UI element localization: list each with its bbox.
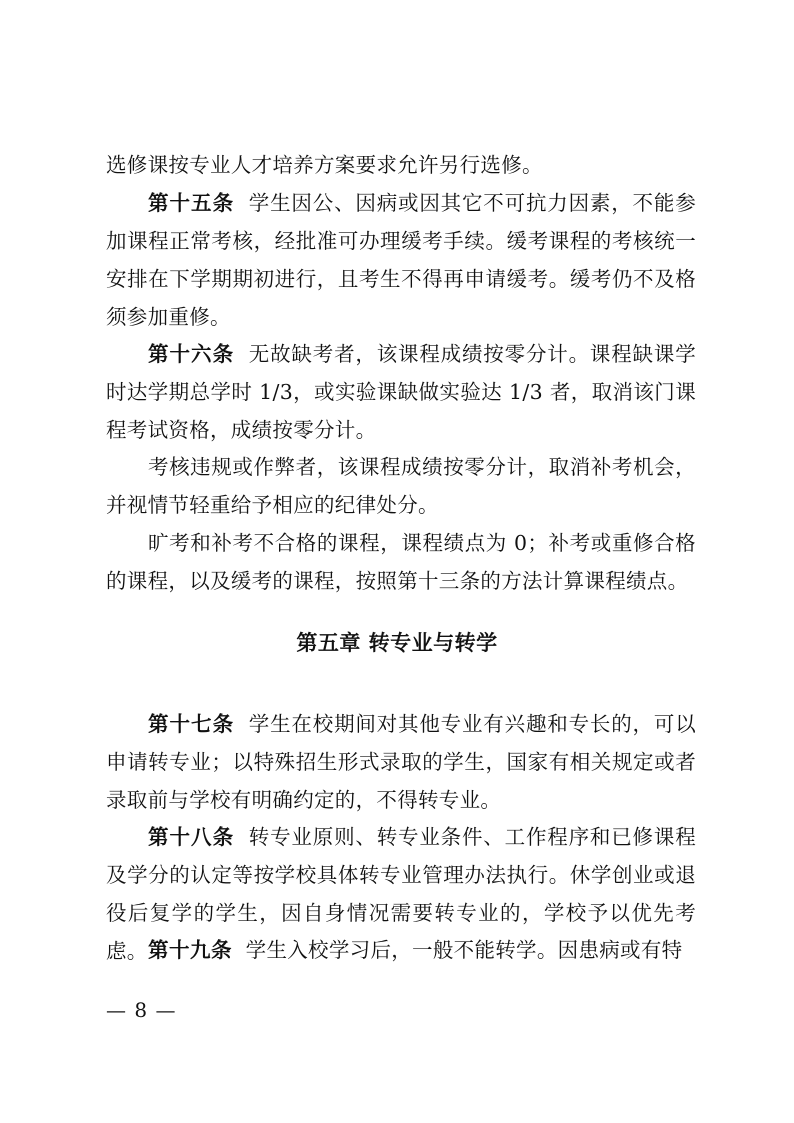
article-17-label: 第十七条 [148, 712, 235, 736]
article-19-text: 学生入校学习后，一般不能转学。因患病或有特 [245, 938, 683, 962]
article-19-label: 第十九条 [148, 938, 232, 962]
article-16-label: 第十六条 [148, 342, 235, 366]
article-17-text: 学生在校期间对其他专业有兴趣和专长的，可以申请转专业；以特殊招生形式录取的学生，国家有相关规定或者录取前与学校有明确约定的，不得转专业。 [106, 712, 697, 812]
article-19 [106, 931, 696, 969]
article-15-label: 第十五条 [148, 191, 235, 215]
paragraph-violation: 考核违规或作弊者，该课程成绩按零分计，取消补考机会，并视情节轻重给予相应的纪律处分。 [106, 455, 696, 517]
article-16-text: 无故缺考者，该课程成绩按零分计。课程缺课学时达学期总学时 1/3，或实验课缺做实验达 1/3 者，取消该门课程考试资格，成绩按零分计。 [106, 342, 697, 442]
article-17 [106, 705, 696, 819]
article-15 [106, 184, 696, 336]
article-16 [106, 335, 696, 449]
article-18-text: 转专业原则、转专业条件、工作程序和已修课程及学分的认定等按学校具体转专业管理办法执行。休学创业或退役后复学的学生，因自身情况需要转专业的，学校予以优先考虑。 [106, 825, 697, 963]
article-15-text: 学生因公、因病或因其它不可抗力因素，不能参加课程正常考核，经批准可办理缓考手续。缓考课程的考核统一安排在下学期期初进行，且考生不得再申请缓考。缓考仍不及格须参加重修。 [106, 191, 697, 329]
article-18-label: 第十八条 [148, 825, 235, 849]
chapter-title: 第五章 转专业与转学 [296, 631, 498, 655]
paragraph-continuation: 选修课按专业人才培养方案要求允许另行选修。 [106, 153, 543, 177]
paragraph-gradepoint: 旷考和补考不合格的课程，课程绩点为 0；补考或重修合格的课程，以及缓考的课程，按照第十三条的方法计算课程绩点。 [106, 531, 696, 593]
page-number: — 8 — [106, 998, 177, 1022]
